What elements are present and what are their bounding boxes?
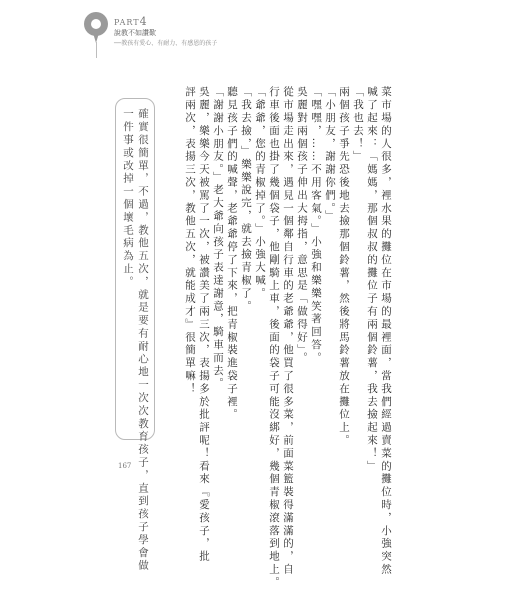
chapter-subtitle: ──教孩有愛心、有耐力、有感恩的孩子 [114,40,218,47]
text-column: 「嘿嘿，……不用客氣。」小強和樂樂笑著回答。 [310,86,322,365]
quote-box [115,98,155,440]
quote-column: 一件事或改掉一個壞毛病為止。 [122,108,134,289]
part-number: 4 [139,15,148,28]
text-column: 聽見孩子們的喊聲，老爺爺停了下來，把青椒裝進袋子裡。 [226,86,238,422]
part-label-text: PART [114,18,140,27]
page-number: 167 [118,462,132,470]
text-column: 兩個孩子爭先恐後地去撿那個鈴薯，然後將馬鈴薯放在攤位上。 [338,86,350,448]
part-label [114,15,148,28]
text-column: 「小朋友，謝謝你們。」 [324,86,336,223]
quote-column: 確實很簡單，不過，教他五次，就是要有耐心地一次次教育孩子，直到孩子學會做 [137,108,149,573]
text-column: 「爺爺，您的青椒掉了。」小強大喊。 [254,86,266,301]
text-column: 吳麗對兩個孩子伸出大拇指，意思是「做得好」。 [296,86,308,365]
text-column: 「謝謝小朋友。」老大爺向孩子表達謝意，騎車而去。 [212,86,224,391]
text-column: 從市場走出來，遇見一個鄰自行車的老爺爺，他買了很多菜，前面菜籃裝得滿滿的，自 [282,86,294,577]
text-column: 「我也去！」 [352,86,364,164]
chapter-title: 說教不如讚歎 [114,29,156,37]
text-column: 菜市場的人很多，裡水果的攤位在市場的最裡面，當我們經過賣菜的攤位時，小強突然 [380,86,392,577]
text-column: 吳麗，樂樂今天被罵了一次，被讚美了兩三次，表揚多於批評呢！看來『愛孩子，批 [198,86,210,564]
text-column: 喊了起來：「媽媽，那個叔叔的攤位子有兩個鈴薯，我去撿起來！」 [366,86,378,473]
chapter-header [84,12,264,62]
text-column: 評兩次，表揚三次，教他五次，就能成才』很簡單嘛！ [184,86,196,396]
text-column: 「我去撿，」樂樂說完，就去撿青椒了。 [240,86,252,313]
text-column: 行車後面也掛了幾個袋子，他剛騎上車，後面的袋子可能沒綁好，幾個青椒滾落到地上。 [268,86,280,589]
header-divider [96,42,97,58]
